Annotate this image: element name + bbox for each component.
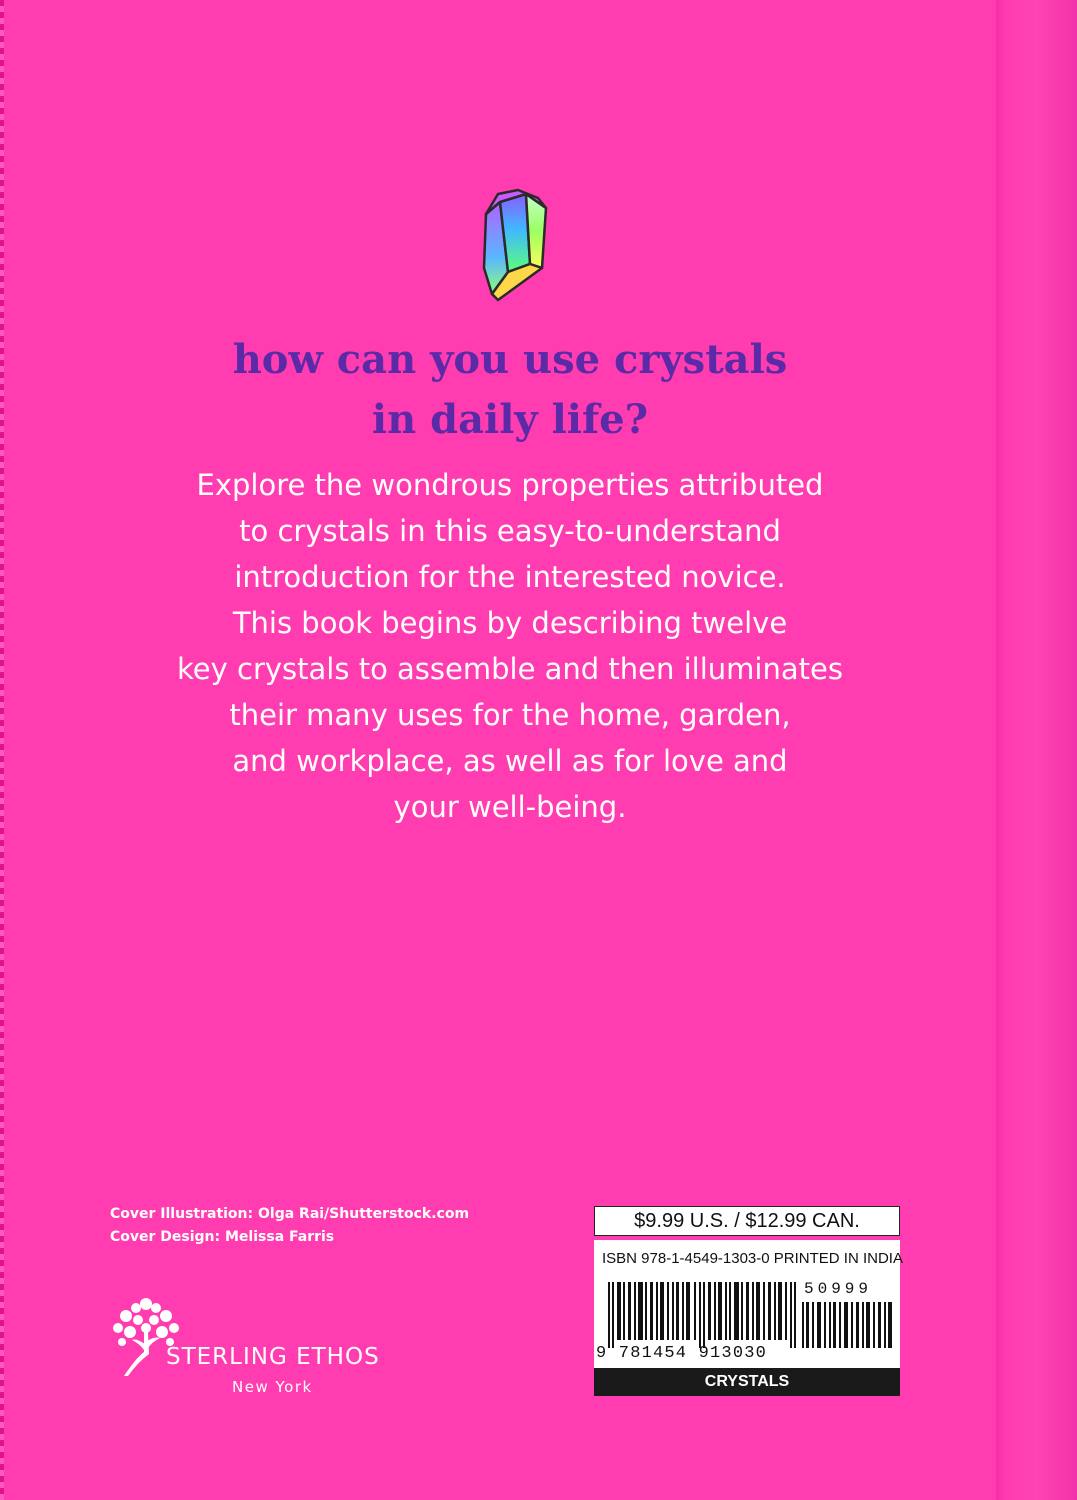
description-line: introduction for the interested novice.: [234, 560, 786, 594]
ean-digits: 9 781454 913030: [596, 1344, 768, 1363]
price-label: $9.99 U.S. / $12.99 CAN.: [594, 1206, 900, 1236]
description-line: and workplace, as well as for love and: [232, 744, 788, 778]
barcode-block: [594, 1240, 903, 1396]
ean-barcode: [608, 1282, 798, 1348]
design-credit: Cover Design: Melissa Farris: [110, 1229, 335, 1245]
headline: [0, 330, 1020, 450]
headline-line-2: in daily life?: [371, 396, 649, 443]
crystal-icon: [478, 188, 552, 306]
illustration-credit: Cover Illustration: Olga Rai/Shutterstock.com: [110, 1206, 470, 1222]
headline-line-1: how can you use crystals: [232, 336, 788, 383]
publisher-city: New York: [232, 1378, 313, 1396]
description-line: key crystals to assemble and then illuminates: [177, 652, 843, 686]
addon-digits: 50999: [804, 1280, 873, 1298]
publisher-name: STERLING ETHOS: [166, 1344, 380, 1370]
isbn-line: ISBN 978-1-4549-1303-0 PRINTED IN INDIA: [602, 1250, 903, 1267]
book-description: [150, 462, 870, 830]
publisher-imprint: [108, 1292, 408, 1402]
description-line: their many uses for the home, garden,: [229, 698, 791, 732]
description-line: your well-being.: [393, 790, 627, 824]
description-line: This book begins by describing twelve: [232, 606, 788, 640]
category-label: CRYSTALS: [594, 1368, 900, 1396]
cover-credits: [110, 1203, 530, 1249]
page-edge: [0, 0, 4, 1500]
addon-barcode: [802, 1302, 894, 1348]
spine-shadow: [996, 0, 1077, 1500]
description-line: to crystals in this easy-to-understand: [239, 514, 781, 548]
description-line: Explore the wondrous properties attributed: [196, 468, 824, 502]
